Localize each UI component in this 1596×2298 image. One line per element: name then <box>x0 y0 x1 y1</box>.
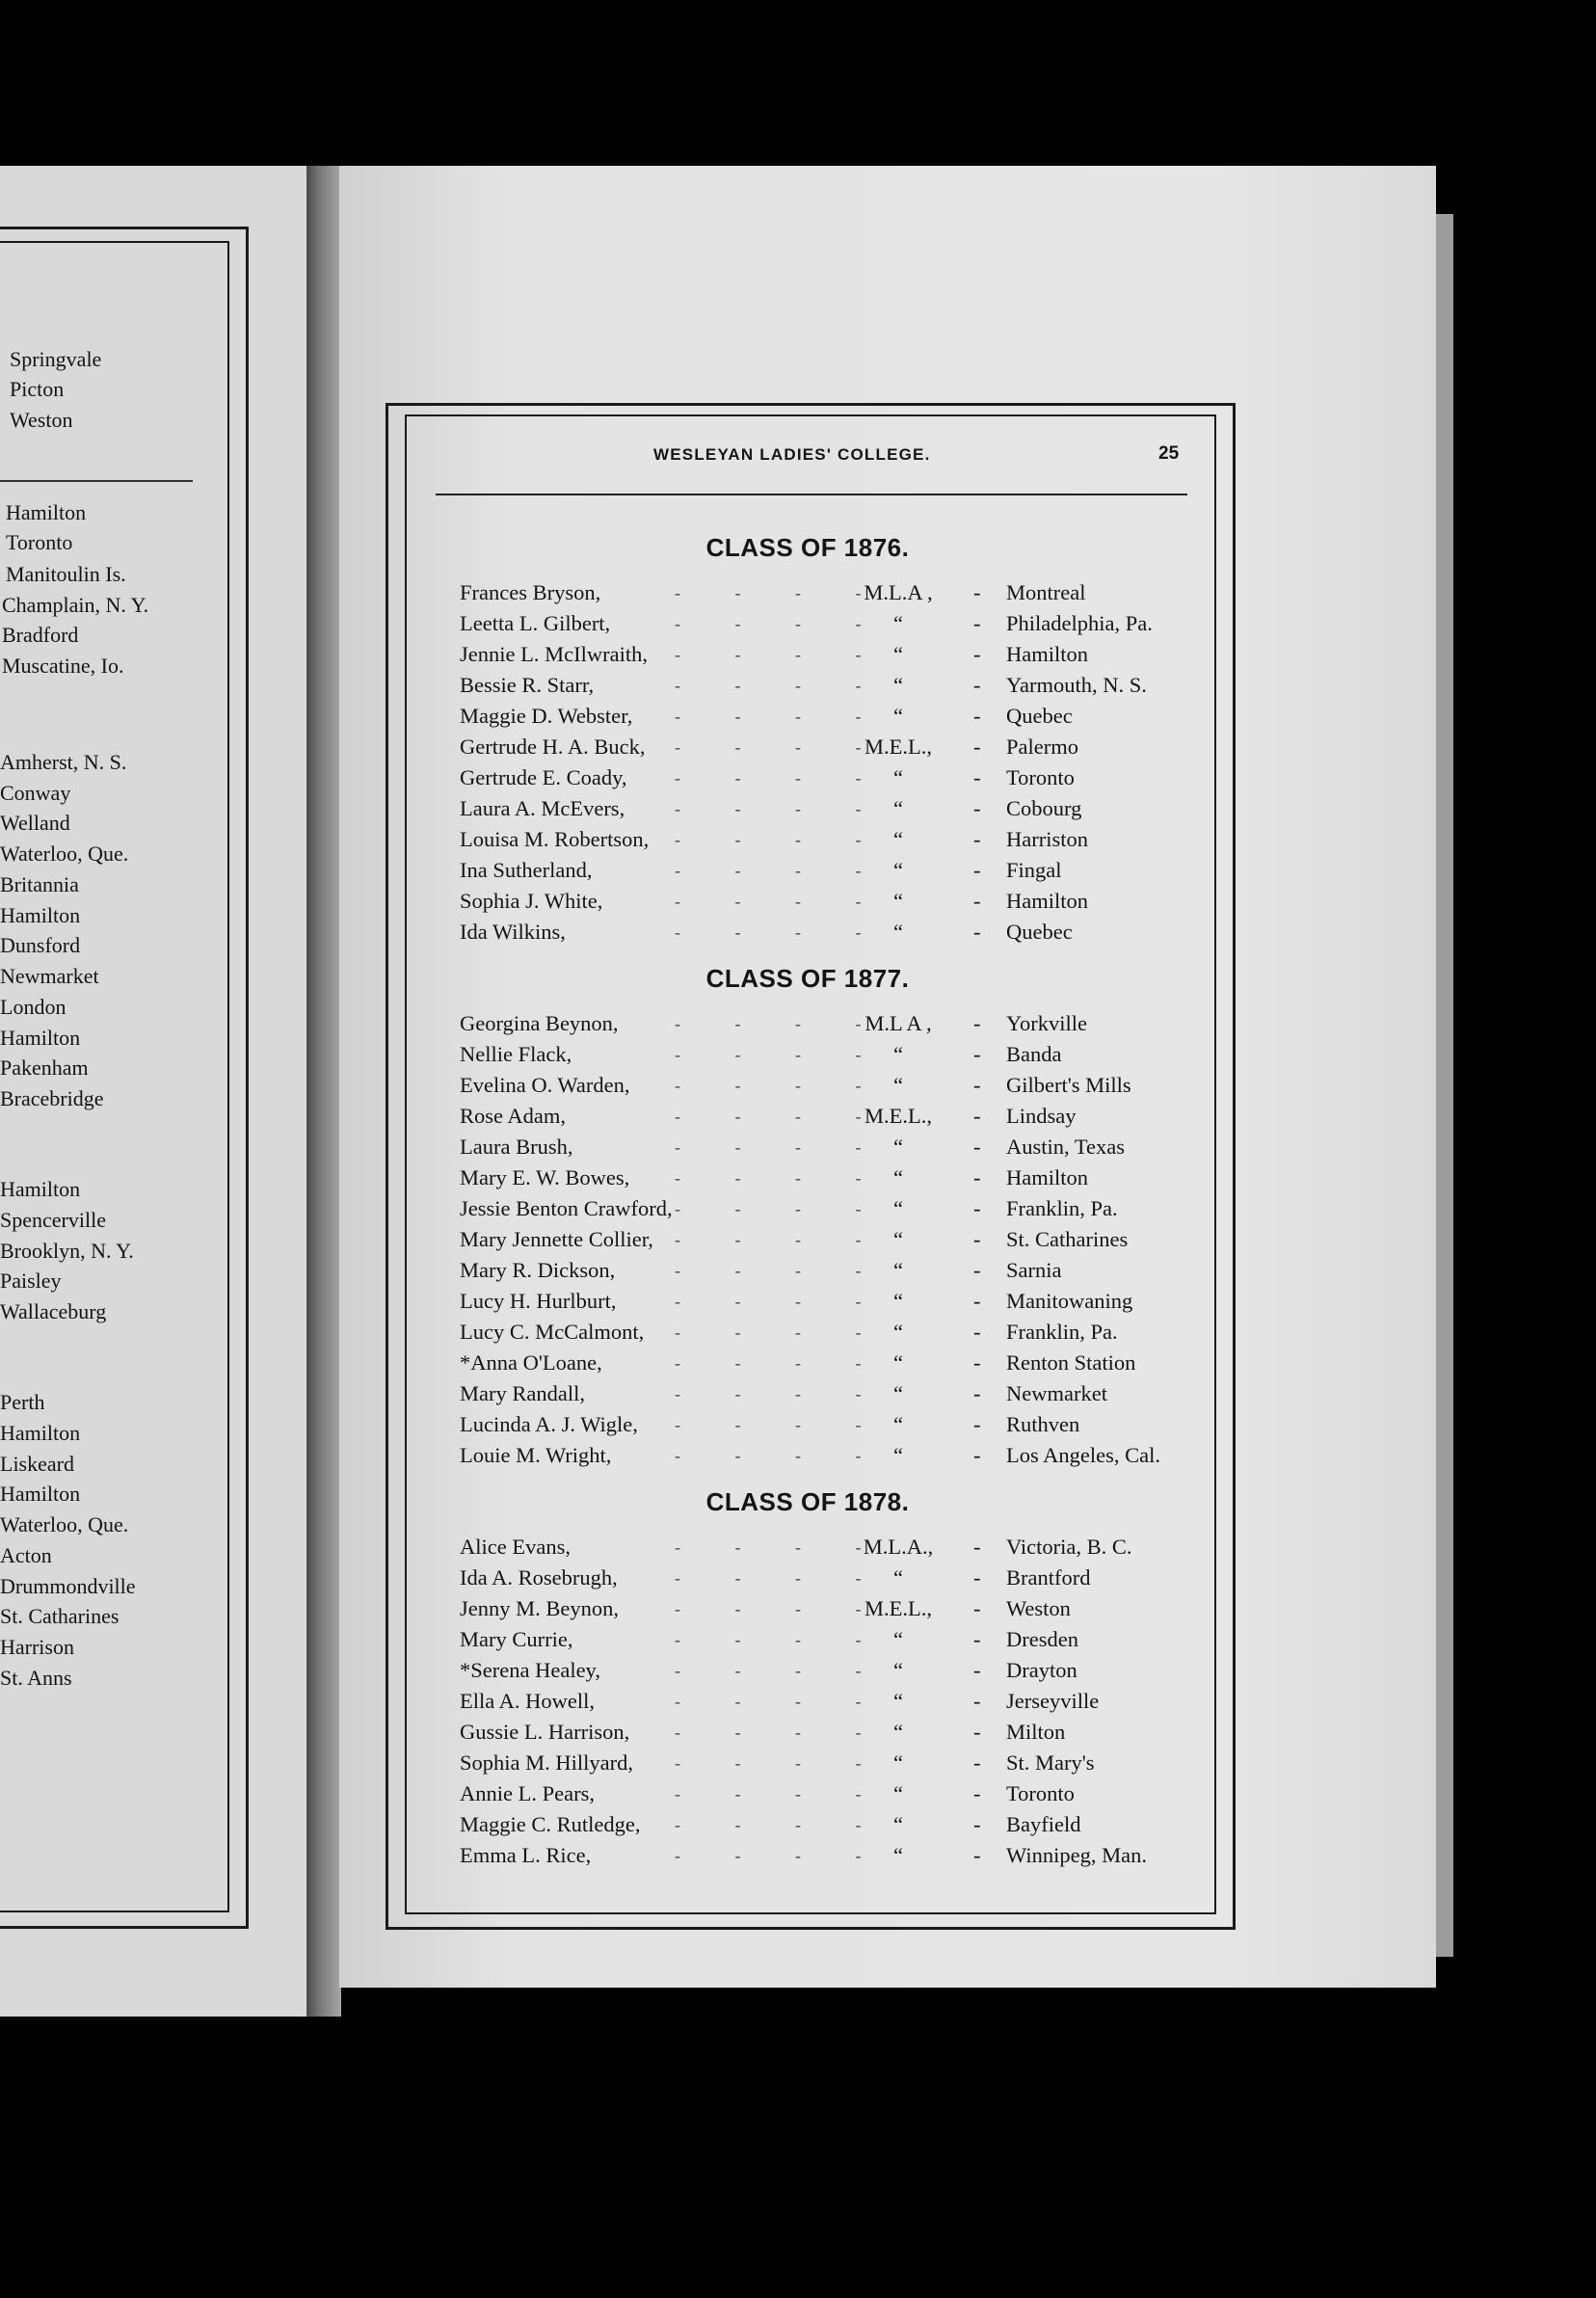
leader-dots: - - - - <box>675 1599 887 1618</box>
graduate-row <box>0 1287 1596 1318</box>
hometown: Milton <box>1006 1720 1066 1744</box>
graduate-name: Mary E. W. Bowes, <box>460 1165 630 1189</box>
separator-dash: - <box>973 1227 981 1251</box>
graduate-row <box>0 640 1596 671</box>
hometown: Yorkville <box>1006 1011 1087 1035</box>
hometown: Hamilton <box>1006 642 1088 666</box>
leader-dots: - - - - <box>675 645 887 664</box>
separator-dash: - <box>973 1596 981 1620</box>
hometown: St. Mary's <box>1006 1750 1095 1775</box>
graduate-name: Lucy C. McCalmont, <box>460 1320 645 1344</box>
graduate-row <box>0 1718 1596 1749</box>
left-page-place: Waterloo, Que. <box>0 842 129 866</box>
graduate-name: Maggie D. Webster, <box>460 704 633 728</box>
graduate-row <box>0 887 1596 918</box>
hometown: Toronto <box>1006 1781 1075 1805</box>
left-page-place: Britannia <box>0 872 79 896</box>
leader-dots: - - - - <box>675 799 887 818</box>
leader-dots: - - - - <box>675 707 887 726</box>
graduate-name: Jenny M. Beynon, <box>460 1596 619 1620</box>
hometown: Hamilton <box>1006 889 1088 913</box>
graduate-row <box>0 1163 1596 1194</box>
hometown: Montreal <box>1006 580 1086 604</box>
leader-dots: - - - - <box>675 1753 887 1773</box>
left-page-place: Hamilton <box>0 1026 81 1050</box>
graduate-name: Mary R. Dickson, <box>460 1258 616 1282</box>
class-heading: CLASS OF 1877. <box>705 964 910 993</box>
hometown: St. Catharines <box>1006 1227 1129 1251</box>
left-page-place: Hamilton <box>6 500 87 524</box>
graduate-row <box>0 1071 1596 1102</box>
leader-dots: - - - - <box>675 1107 887 1126</box>
degree: “ <box>893 673 903 697</box>
separator-dash: - <box>973 1812 981 1836</box>
graduate-name: Jennie L. McIlwraith, <box>460 642 648 666</box>
degree: “ <box>893 858 903 882</box>
graduate-row <box>0 918 1596 949</box>
hometown: Ruthven <box>1006 1412 1080 1436</box>
degree: “ <box>893 1350 903 1375</box>
graduate-row <box>0 671 1596 702</box>
separator-dash: - <box>973 1135 981 1159</box>
hometown: Yarmouth, N. S. <box>1006 673 1147 697</box>
graduate-row <box>0 609 1596 640</box>
graduate-row <box>0 1256 1596 1287</box>
graduate-name: Louie M. Wright, <box>460 1443 612 1467</box>
graduate-name: Maggie C. Rutledge, <box>460 1812 641 1836</box>
graduate-name: Ina Sutherland, <box>460 858 593 882</box>
graduate-row <box>0 1533 1596 1563</box>
separator-dash: - <box>973 1658 981 1682</box>
degree: “ <box>893 1658 903 1682</box>
degree: “ <box>893 1320 903 1344</box>
hometown: Jerseyville <box>1006 1689 1100 1713</box>
separator-dash: - <box>973 1381 981 1405</box>
leader-dots: - - - - <box>675 1692 887 1711</box>
left-page-place: Welland <box>0 811 70 835</box>
degree: M.E.L., <box>864 1104 932 1128</box>
degree: “ <box>893 1412 903 1436</box>
leader-dots: - - - - <box>675 737 887 757</box>
graduate-name: Laura A. McEvers, <box>460 796 625 820</box>
graduate-row <box>0 1318 1596 1349</box>
left-page-place: Perth <box>0 1390 45 1414</box>
hometown: Quebec <box>1006 704 1073 728</box>
graduate-row <box>0 856 1596 887</box>
separator-dash: - <box>973 1535 981 1559</box>
left-page-place: Pakenham <box>0 1055 89 1080</box>
separator-dash: - <box>973 580 981 604</box>
hometown: Los Angeles, Cal. <box>1006 1443 1160 1467</box>
graduate-row <box>0 1594 1596 1625</box>
degree: “ <box>893 1443 903 1467</box>
leader-dots: - - - - <box>675 1168 887 1188</box>
degree: M.L.A , <box>864 580 933 604</box>
separator-dash: - <box>973 889 981 913</box>
graduate-row <box>0 1749 1596 1779</box>
graduate-row <box>0 763 1596 794</box>
page-number: 25 <box>1158 443 1180 464</box>
graduate-row <box>0 1349 1596 1379</box>
left-page-place: Manitoulin Is. <box>6 562 126 586</box>
leader-dots: - - - - <box>675 1014 887 1033</box>
separator-dash: - <box>973 704 981 728</box>
degree: “ <box>893 1781 903 1805</box>
left-page-place: Springvale <box>10 347 102 371</box>
degree: “ <box>893 642 903 666</box>
leader-dots: - - - - <box>675 1784 887 1804</box>
degree: “ <box>893 1627 903 1651</box>
left-page-place: Waterloo, Que. <box>0 1512 129 1536</box>
separator-dash: - <box>973 1565 981 1590</box>
graduate-name: Nellie Flack, <box>460 1042 572 1066</box>
hometown: Toronto <box>1006 765 1075 789</box>
degree: “ <box>893 1381 903 1405</box>
graduate-row <box>0 1102 1596 1133</box>
graduate-name: Sophia J. White, <box>460 889 603 913</box>
graduate-name: Louisa M. Robertson, <box>460 827 650 851</box>
separator-dash: - <box>973 1165 981 1189</box>
graduate-name: *Anna O'Loane, <box>460 1350 602 1375</box>
separator-dash: - <box>973 1689 981 1713</box>
separator-dash: - <box>973 1750 981 1775</box>
graduate-name: Lucinda A. J. Wigle, <box>460 1412 638 1436</box>
class-heading: CLASS OF 1878. <box>705 1487 910 1516</box>
degree: M.E.L., <box>864 735 932 759</box>
leader-dots: - - - - <box>675 1261 887 1280</box>
left-page-place: Spencerville <box>0 1208 106 1232</box>
left-page-place: Brooklyn, N. Y. <box>0 1239 134 1263</box>
separator-dash: - <box>973 1843 981 1867</box>
degree: “ <box>893 1812 903 1836</box>
graduate-name: Gussie L. Harrison, <box>460 1720 630 1744</box>
leader-dots: - - - - <box>675 830 887 849</box>
separator-dash: - <box>973 1196 981 1220</box>
degree: “ <box>893 1227 903 1251</box>
hometown: Manitowaning <box>1006 1289 1133 1313</box>
graduate-name: Mary Currie, <box>460 1627 573 1651</box>
separator-dash: - <box>973 1073 981 1097</box>
graduate-row <box>0 578 1596 609</box>
separator-dash: - <box>973 765 981 789</box>
degree: M.L A , <box>864 1011 932 1035</box>
left-page-place: Muscatine, Io. <box>2 654 124 678</box>
degree: “ <box>893 765 903 789</box>
hometown: Fingal <box>1006 858 1062 882</box>
leader-dots: - - - - <box>675 1230 887 1249</box>
graduate-name: Ella A. Howell, <box>460 1689 595 1713</box>
degree: “ <box>893 1689 903 1713</box>
separator-dash: - <box>973 1011 981 1035</box>
leader-dots: - - - - <box>675 1568 887 1588</box>
hometown: Drayton <box>1006 1658 1077 1682</box>
separator-dash: - <box>973 796 981 820</box>
degree: M.E.L., <box>864 1596 932 1620</box>
leader-dots: - - - - <box>675 1199 887 1218</box>
hometown: Cobourg <box>1006 796 1082 820</box>
hometown: Lindsay <box>1006 1104 1077 1128</box>
hometown: Bayfield <box>1006 1812 1081 1836</box>
leader-dots: - - - - <box>675 1323 887 1342</box>
separator-dash: - <box>973 827 981 851</box>
separator-dash: - <box>973 1720 981 1744</box>
leader-dots: - - - - <box>675 676 887 695</box>
graduate-row <box>0 1441 1596 1472</box>
hometown: Dresden <box>1006 1627 1078 1651</box>
separator-dash: - <box>973 1781 981 1805</box>
leader-dots: - - - - <box>675 1846 887 1865</box>
running-header: WESLEYAN LADIES' COLLEGE. <box>653 445 931 464</box>
graduate-name: Evelina O. Warden, <box>460 1073 630 1097</box>
graduate-name: Rose Adam, <box>460 1104 566 1128</box>
hometown: Victoria, B. C. <box>1006 1535 1132 1559</box>
graduate-name: Lucy H. Hurlburt, <box>460 1289 617 1313</box>
graduate-row <box>0 1225 1596 1256</box>
separator-dash: - <box>973 1443 981 1467</box>
graduate-row <box>0 1779 1596 1810</box>
degree: “ <box>893 1843 903 1867</box>
left-page-place: Acton <box>0 1543 52 1567</box>
degree: “ <box>893 1258 903 1282</box>
class-heading: CLASS OF 1876. <box>705 533 910 562</box>
degree: “ <box>893 1196 903 1220</box>
left-page-place: Champlain, N. Y. <box>2 593 149 617</box>
leader-dots: - - - - <box>675 1446 887 1465</box>
graduate-row <box>0 702 1596 733</box>
graduate-name: Mary Randall, <box>460 1381 585 1405</box>
left-page-place: Bracebridge <box>0 1086 104 1110</box>
hometown: Franklin, Pa. <box>1006 1320 1118 1344</box>
graduate-name: Bessie R. Starr, <box>460 673 595 697</box>
graduate-row <box>0 1379 1596 1410</box>
graduate-row <box>0 733 1596 763</box>
graduate-name: Jessie Benton Crawford, <box>460 1196 673 1220</box>
separator-dash: - <box>973 858 981 882</box>
separator-dash: - <box>973 920 981 944</box>
header-rule <box>436 494 1187 495</box>
degree: “ <box>893 1042 903 1066</box>
graduate-row <box>0 1194 1596 1225</box>
hometown: Weston <box>1006 1596 1071 1620</box>
left-page-place: St. Anns <box>0 1666 72 1690</box>
degree: “ <box>893 611 903 635</box>
left-page-place: Picton <box>10 377 65 401</box>
graduate-name: Alice Evans, <box>460 1535 571 1559</box>
graduate-name: Sophia M. Hillyard, <box>460 1750 633 1775</box>
hometown: Palermo <box>1006 735 1078 759</box>
hometown: Banda <box>1006 1042 1062 1066</box>
graduate-name: Frances Bryson, <box>460 580 601 604</box>
graduate-name: Gertrude E. Coady, <box>460 765 627 789</box>
hometown: Quebec <box>1006 920 1073 944</box>
leader-dots: - - - - <box>675 1537 887 1557</box>
hometown: Winnipeg, Man. <box>1006 1843 1147 1867</box>
leader-dots: - - - - <box>675 1353 887 1373</box>
hometown: Brantford <box>1006 1565 1091 1590</box>
leader-dots: - - - - <box>675 892 887 911</box>
left-page-place: Harrison <box>0 1635 74 1659</box>
separator-dash: - <box>973 735 981 759</box>
left-page-place: Hamilton <box>0 1482 81 1506</box>
hometown: Gilbert's Mills <box>1006 1073 1131 1097</box>
left-page-place: Conway <box>0 781 71 805</box>
graduate-row <box>0 1563 1596 1594</box>
graduate-row <box>0 1841 1596 1872</box>
leader-dots: - - - - <box>675 1415 887 1434</box>
hometown: Sarnia <box>1006 1258 1062 1282</box>
separator-dash: - <box>973 1104 981 1128</box>
leader-dots: - - - - <box>675 583 887 602</box>
hometown: Hamilton <box>1006 1165 1088 1189</box>
leader-dots: - - - - <box>675 1137 887 1157</box>
graduate-row <box>0 825 1596 856</box>
degree: “ <box>893 1073 903 1097</box>
graduate-row <box>0 794 1596 825</box>
left-page-place: Newmarket <box>0 964 99 988</box>
leader-dots: - - - - <box>675 1292 887 1311</box>
degree: “ <box>893 889 903 913</box>
graduate-row <box>0 1687 1596 1718</box>
graduate-row <box>0 1133 1596 1163</box>
degree: M.L.A., <box>863 1535 934 1559</box>
hometown: Austin, Texas <box>1006 1135 1126 1159</box>
hometown: Harriston <box>1006 827 1088 851</box>
hometown: Renton Station <box>1006 1350 1136 1375</box>
hometown: Franklin, Pa. <box>1006 1196 1118 1220</box>
separator-dash: - <box>973 1350 981 1375</box>
degree: “ <box>893 1165 903 1189</box>
leader-dots: - - - - <box>675 922 887 942</box>
left-page-place: Liskeard <box>0 1452 74 1476</box>
leader-dots: - - - - <box>675 1630 887 1649</box>
left-page-place: Wallaceburg <box>0 1299 107 1323</box>
hometown: Newmarket <box>1006 1381 1107 1405</box>
separator-dash: - <box>973 642 981 666</box>
left-page-place: Hamilton <box>0 1177 81 1201</box>
graduate-name: Ida Wilkins, <box>460 920 566 944</box>
separator-dash: - <box>973 673 981 697</box>
leader-dots: - - - - <box>675 1815 887 1834</box>
degree: “ <box>893 1135 903 1159</box>
degree: “ <box>893 1750 903 1775</box>
separator-dash: - <box>973 611 981 635</box>
leader-dots: - - - - <box>675 768 887 788</box>
separator-dash: - <box>973 1258 981 1282</box>
graduate-name: Gertrude H. A. Buck, <box>460 735 646 759</box>
leader-dots: - - - - <box>675 861 887 880</box>
left-page-place: Hamilton <box>0 1421 81 1445</box>
separator-dash: - <box>973 1412 981 1436</box>
graduate-name: Annie L. Pears, <box>460 1781 595 1805</box>
graduate-name: Mary Jennette Collier, <box>460 1227 653 1251</box>
degree: “ <box>893 1720 903 1744</box>
graduate-row <box>0 1410 1596 1441</box>
left-page-place: Hamilton <box>0 903 81 927</box>
left-page-place: London <box>0 995 66 1019</box>
graduate-name: Emma L. Rice, <box>460 1843 592 1867</box>
leader-dots: - - - - <box>675 1661 887 1680</box>
leader-dots: - - - - <box>675 1384 887 1403</box>
graduate-row <box>0 1625 1596 1656</box>
degree: “ <box>893 1565 903 1590</box>
left-page-place: Toronto <box>6 530 73 554</box>
separator-dash: - <box>973 1627 981 1651</box>
degree: “ <box>893 920 903 944</box>
separator-dash: - <box>973 1042 981 1066</box>
left-page-place: St. Catharines <box>0 1604 120 1628</box>
left-page-place: Bradford <box>2 623 79 647</box>
separator-dash: - <box>973 1320 981 1344</box>
degree: “ <box>893 704 903 728</box>
left-page-place: Drummondville <box>0 1574 136 1598</box>
degree: “ <box>893 1289 903 1313</box>
left-page-place: Amherst, N. S. <box>0 750 127 774</box>
degree: “ <box>893 827 903 851</box>
graduate-name: Ida A. Rosebrugh, <box>460 1565 618 1590</box>
leader-dots: - - - - <box>675 614 887 633</box>
graduate-name: Leetta L. Gilbert, <box>460 611 611 635</box>
left-page-place: Paisley <box>0 1269 62 1293</box>
leader-dots: - - - - <box>675 1045 887 1064</box>
graduate-name: Laura Brush, <box>460 1135 573 1159</box>
left-page-place: Dunsford <box>0 933 81 957</box>
graduate-row <box>0 1656 1596 1687</box>
graduate-row <box>0 1009 1596 1040</box>
graduate-name: *Serena Healey, <box>460 1658 600 1682</box>
graduate-row <box>0 1040 1596 1071</box>
separator-dash: - <box>973 1289 981 1313</box>
graduate-row <box>0 1810 1596 1841</box>
leader-dots: - - - - <box>675 1723 887 1742</box>
leader-dots: - - - - <box>675 1076 887 1095</box>
left-page-place: Weston <box>10 408 73 432</box>
degree: “ <box>893 796 903 820</box>
hometown: Philadelphia, Pa. <box>1006 611 1153 635</box>
graduate-name: Georgina Beynon, <box>460 1011 619 1035</box>
